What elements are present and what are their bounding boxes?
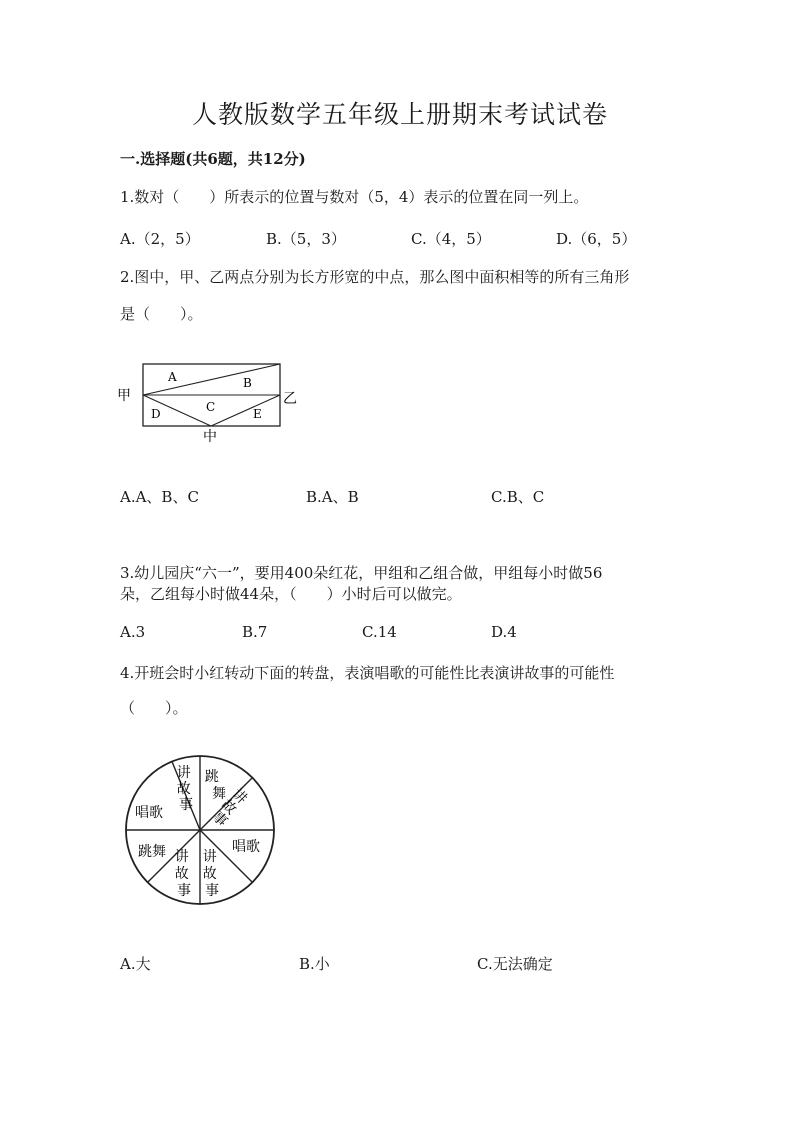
- question-1-stem: 1.数对（ ）所表示的位置与数对（5，4）表示的位置在同一列上。: [120, 188, 589, 206]
- q3-option-a[interactable]: A.3: [120, 623, 146, 641]
- q4-option-a[interactable]: A.大: [120, 955, 151, 973]
- spinner-label: 讲 故 事: [176, 765, 193, 813]
- q3-option-b[interactable]: B.7: [242, 623, 268, 641]
- label-jia: 甲: [117, 388, 131, 404]
- region-d: D: [151, 407, 161, 421]
- svg-text:讲 故 事: 讲 故 事: [209, 785, 250, 830]
- region-c: C: [206, 400, 216, 414]
- page-title: 人教版数学五年级上册期末考试试卷: [191, 100, 608, 129]
- q2-option-b[interactable]: B.A、B: [306, 488, 359, 506]
- label-zhong: 中: [203, 429, 217, 445]
- q4-option-b[interactable]: B.小: [299, 955, 330, 973]
- figure-diagonal-top: [143, 364, 280, 395]
- spinner-wheel: [120, 755, 280, 915]
- question-3-stem-line2: 朵，乙组每小时做44朵，（ ）小时后可以做完。: [120, 585, 462, 603]
- label-yi: 乙: [283, 391, 297, 407]
- spinner-label: 唱歌: [232, 839, 260, 855]
- q3-option-c[interactable]: C.14: [362, 623, 397, 641]
- q2-option-a[interactable]: A.A、B、C: [120, 488, 199, 506]
- q1-option-d[interactable]: D.（6，5）: [556, 230, 637, 248]
- question-3-stem-line1: 3.幼儿园庆“六一”，要用400朵红花，甲组和乙组合做，甲组每小时做56: [120, 564, 603, 582]
- region-a: A: [168, 370, 177, 384]
- spinner-label: 讲 故 事: [202, 849, 219, 899]
- spinner-label: 跳 舞: [204, 769, 226, 802]
- spinner-label: 唱歌: [135, 805, 163, 821]
- q1-option-b[interactable]: B.（5，3）: [266, 230, 346, 248]
- section-heading: 一.选择题(共6题，共12分): [120, 150, 306, 168]
- region-b: B: [243, 376, 252, 390]
- question-2-stem-line2: 是（ ）。: [120, 305, 203, 323]
- q2-option-c[interactable]: C.B、C: [491, 488, 545, 506]
- q4-option-c[interactable]: C.无法确定: [477, 955, 553, 973]
- region-e: E: [253, 407, 262, 421]
- spinner-label: 讲 故 事: [174, 849, 191, 899]
- q1-option-c[interactable]: C.（4，5）: [411, 230, 491, 248]
- figure-line-right: [211, 395, 280, 426]
- rectangle-triangle-figure: [115, 355, 305, 450]
- q1-option-a[interactable]: A.（2，5）: [120, 230, 200, 248]
- question-4-stem-line2: （ ）。: [120, 699, 188, 717]
- question-2-stem-line1: 2.图中，甲、乙两点分别为长方形宽的中点，那么图中面积相等的所有三角形: [120, 268, 630, 286]
- q3-option-d[interactable]: D.4: [491, 623, 517, 641]
- question-4-stem-line1: 4.开班会时小红转动下面的转盘，表演唱歌的可能性比表演讲故事的可能性: [120, 664, 615, 682]
- spinner-label: 跳舞: [138, 844, 166, 860]
